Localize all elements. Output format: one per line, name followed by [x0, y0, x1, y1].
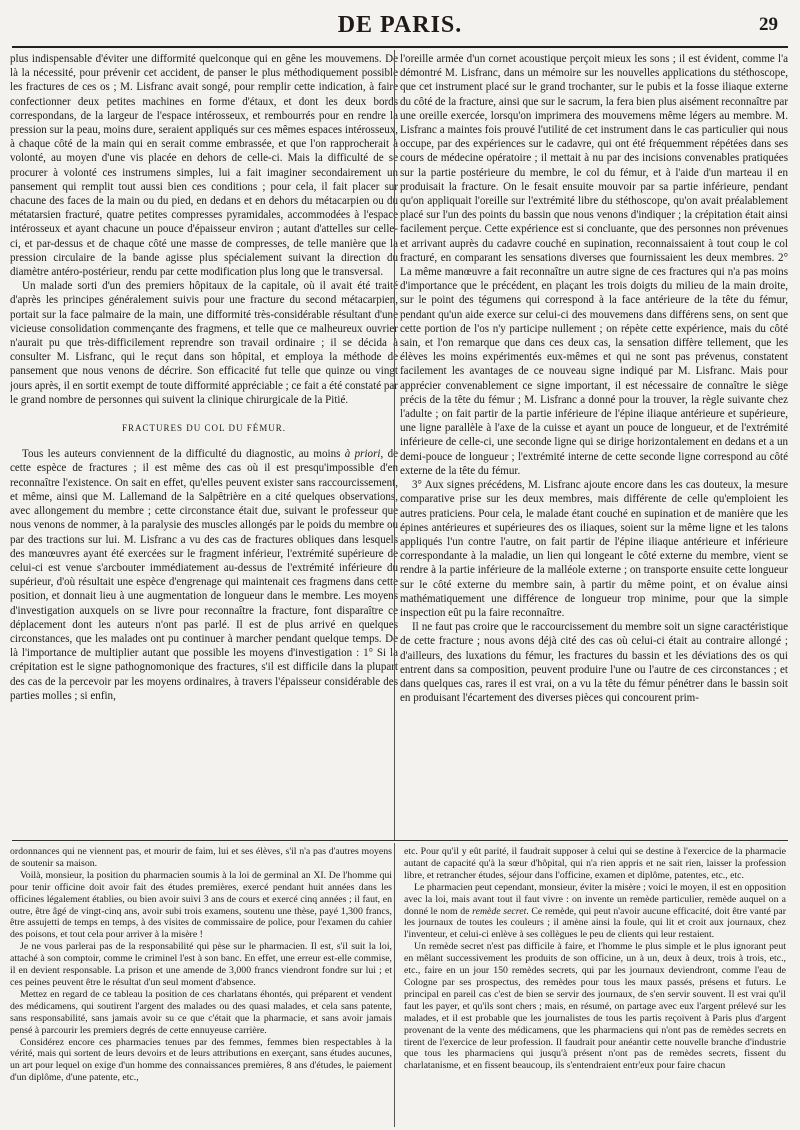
paragraph: 3° Aux signes précédens, M. Lisfranc ajoute encore dans les cas douteux, la mesure comparative prise sur les deux membres, mais différente de celle qu'emploient les autres praticiens. Pour cela, le malade étant couché en supination et de manière que les épines antérieures et supérieures des os iliaques, soient sur la même ligne et les talons appliqués l'un contre l'autre, on fait partir de l'épine iliaque antérieure et inférieure correspondante à la maladie, un lien qui longeant le côté externe du membre, vient se rendre à la partie inférieure de la malléole externe ; on transporte ensuite cette longueur sur le côté externe du membre sain, à partir du même point, et on évalue ainsi mathématiquement une différence de longueur trop minime, pour que la simple inspection eût pu la faire reconnaître. [400, 479, 788, 619]
paragraph: plus indispensable d'éviter une difformité quelconque qui en gêne les mouvemens. De là la nécessité, pour prévenir cet accident, de panser le plus méthodiquement possible les fractures de ces os ; M. Lisfranc avait songé, pour remplir cette indication, à faire confectionner deux petites machines en forme d'étaux, et dont les deux bords correspondans, de la largeur de l'espace intérosseux, et rembourrés pour en rendre la pression sur la peau, moins dure, seraient appliqués sur ces mêmes espaces intérosseux, à chaque côté de la main qui en serait comme embrassée, et que l'on rapprocherait à volonté, au moyen d'une vis placée en dehors de celle-ci. Mais la difficulté de se procurer à volonté ces instrumens simples, lui a fait imaginer secondairement un pansement qui remplit tout aussi bien ces conditions ; pour cela, il fait placer sur chacune des faces de la main ou du pied, en dedans et en dehors du métacarpien ou du métatarsien fracturé, quatre petites compresses pyramidales, accommodées à l'espace intérosseux et ayant chacune un pouce d'épaisseur environ ; autant d'attelles sur celle-ci, et par-dessus et de chaque côté une masse de compresses, de telle manière que la pression circulaire de la bande agisse plus spécialement suivant la direction du diamètre antéro-postérieur, rendu par cette modification plus long que le transversal. [10, 53, 398, 279]
paragraph: Il ne faut pas croire que le raccourcissement du membre soit un signe caractéristique de cette fracture ; nous avons déjà cité des cas où celui-ci était au contraire allongé ; d'ailleurs, des luxations du fémur, les fractures du bassin et les déviations des os qui entrent dans sa composition, peuvent produire l'une ou l'autre de ces circonstances ; et dans quelques cas, rares il est vrai, on a vu la tête du fémur pénétrer dans le bassin soit en produisant l'écartement des diverses pièces qui concourent prim- [400, 621, 788, 705]
paragraph: Considérez encore ces pharmacies tenues par des femmes, femmes bien respectables à la vérité, mais qui sortent de leurs devoirs et de leurs attributions en exerçant, sans études aucunes, un art pour lequel on exige d'un homme des connaissances premières, 8 ans d'études, le paiement d'un diplôme, d'une patente, etc., [10, 1036, 392, 1084]
text-run: . Ce remède, qui peut n'avoir aucune efficacité, doit être vanté par les journaux de toutes les couleurs ; il amène ainsi la foule, qui lit et croit aux journaux, chez l'inventeur, et celui-ci enlève à ses collègues le peu de clients qui leur restaient. [404, 905, 786, 941]
paragraph: etc. Pour qu'il y eût parité, il faudrait supposer à celui qui se destine à l'exercice de la pharmacie autant de capacité qu'à la sœur d'hôpital, qui n'a rien appris et ne sait rien, laisser la profession libre, et retrancher études, séjour dans l'officine, examen et diplôme, patentes, etc., etc. [404, 846, 786, 881]
paragraph [404, 882, 786, 942]
italic-text: remède secret [472, 905, 527, 917]
header-rule [12, 46, 788, 48]
text-run: Le pharmacien peut cependant, monsieur, éviter la misère ; voici le moyen, il est en opposition avec la loi, mais avant tout il faut vivre : on invente un remède particulier, remède auquel on a donné le nom de [404, 881, 786, 917]
main-column-left [10, 52, 398, 838]
main-column-right [400, 52, 788, 838]
feuilleton-rule [12, 840, 788, 841]
page-header [0, 10, 800, 40]
paragraph [10, 447, 398, 703]
italic-text: à priori [344, 448, 381, 461]
paragraph: Voilà, monsieur, la position du pharmacien soumis à la loi de germinal an XI. De l'homme qui pour tenir officine doit avoir fait des études premières, exercé pendant huit années dans les officines légalement établies, ou bien avoir suivi 3 ans de cours et exercé cinq années ; il faut, en outre, être âgé de vingt-cinq ans, avoir subi trois examens, soutenu une thèse, payé 1,300 francs, être assujetti de temps en temps, à des visites de commissaire de police, pour l'examen du cahier des poisons, et tout cela pour arriver à la misère ! [10, 869, 392, 941]
page-number: 29 [759, 14, 778, 35]
text-run: , de cette espèce de fractures ; il est même des cas où il est presqu'impossible d'en reconnaître l'existence. On sait en effet, qu'elles peuvent exister sans raccourcissement, et même, ainsi que M. Lallemand de la Salpêtrière en a cité quelques observations, avec allongement du membre ; cette circonstance était due, suivant le professeur que nous venons de nommer, à la paralysie des muscles allongés par le poids du membre ou par des tractions sur lui. M. Lisfranc a vu des cas de fractures obliques dans lesquels des manœuvres ayant été exercées sur le fragment inférieur, l'extrémité supérieure de celui-ci est venue s'arcbouter immédiatement au-dessus de l'extrémité inférieure du supérieur, d'où résultait une espèce d'engrenage qui maintenait ces fragmens dans cette position, et donnait lieu à une augmentation de longueur dans le membre. Les moyens d'investigation auxquels on se livre pour reconnaître la fracture, font disparaître ce déplacement dont les auteurs n'ont pas parlé. Il est de plus arrivé en quelques circonstances, que les malades ont pu continuer à marcher pendant quelque temps. De là l'importance de multiplier autant que possible les moyens d'investigation : 1° Si la crépitation est le signe pathognomonique des fractures, s'il est difficile dans la plupart des cas de la percevoir par les moyens ordinaires, à travers l'épaisseur considérable des parties molles ; si enfin, [10, 448, 398, 702]
paragraph: Mettez en regard de ce tableau la position de ces charlatans éhontés, qui préparent et vendent des médicamens, qui soutirent l'argent des malades ou des quasi malades, et cela sans patente, sans responsabilité, sans jamais avoir su ce que c'était que la pharmacie, et sans avoir jamais pensé à parcourir les premiers degrés de cette ennuyeuse carrière. [10, 988, 392, 1036]
paragraph: Je ne vous parlerai pas de la responsabilité qui pèse sur le pharmacien. Il est, s'il suit la loi, attaché à son comptoir, comme le criminel l'est à son banc. En effet, une erreur est-elle commise, il en devient responsable. La prison et une amende de 3,000 francs viendront fondre sur lui ; et ces peines peuvent être le résultat d'un seul moment d'absence. [10, 941, 392, 988]
paragraph: l'oreille armée d'un cornet acoustique perçoit mieux les sons ; il est évident, comme l'a démontré M. Lisfranc, dans un mémoire sur les nouvelles applications du stéthoscope, que cet instrument placé sur le grand trochanter, sur le pubis et la fosse iliaque externe du côté de la fracture, ainsi que sur le sacrum, la fera bien plus aisément reconnaître par une oreille exercée, lorsqu'on imprimera des mouvemens même légers au membre. M. Lisfranc a maintes fois prouvé l'utilité de cet instrument dans le cas particulier qui nous occupe, par des expériences sur le cadavre, qui ont été fréquemment répétées dans ses cours de médecine opératoire ; il mettait à nu par des incisions convenables pratiquées sur la partie postérieure du membre, le col du fémur, et à l'aide d'un marteau il en produisait la fracture. On le fesait ensuite mouvoir par sa partie inférieure, pendant qu'on appliquait l'oreille sur l'extrémité libre du stéthoscope, qu'on avait préalablement placé sur l'un des points du bassin que nous venons d'indiquer ; la crépitation était ainsi facilement perçue. Cette expérience est si concluante, que des personnes non prévenues et arrivant auprès du cadavre couché en supination, reconnaissaient à tout coup le col fracturé, en comparant les sensations diverses que fournissaient les deux membres. 2° La même manœuvre a fait reconnaître un autre signe de ces fractures qui n'a pas moins d'importance que le précédent, en plaçant les trois doigts du milieu de la main droite, sur le point des tégumens qui correspond à la face antérieure de la tête du fémur, pendant qu'un aide exerce sur celui-ci des mouvemens dans différens sens, on sent que cette portion de l'os n'y participe nullement ; on répète cette expérience, mais du côté sain, et l'on remarque que dans ces deux cas, la sensation diffère tellement, que les élèves les moins expérimentés eux-mêmes et qui ne sont pas prévenus, constatent facilement les avantages de ce nouveau signe indiqué par M. Lisfranc. Mais pour apprécier convenablement ce signe important, il est nécessaire de connaître le siège précis de la tête du fémur ; M. Lisfranc a donné pour la trouver, la règle suivante chez l'adulte ; on fait partir de la partie inférieure de l'épine iliaque antérieure et supérieure, une ligne parallèle à l'axe de la cuisse et ayant un pouce de longueur, et de l'extrémité inférieure de celle-ci, une seconde ligne qui se dirige horizontalement en dedans et a un demi-pouce de longueur ; l'extrémité interne de cette seconde ligne correspond au côté externe de la tête du fémur. [400, 53, 788, 477]
feuilleton-column-right [404, 846, 786, 1128]
text-run: Tous les auteurs conviennent de la difficulté du diagnostic, au moins [22, 448, 345, 461]
paragraph: ordonnances qui ne viennent pas, et mourir de faim, lui et ses élèves, s'il n'a pas d'autres moyens de soutenir sa maison. [10, 846, 392, 869]
paragraph: Un remède secret n'est pas difficile à faire, et l'homme le plus simple et le plus ignorant peut en mêlant successivement les produits de son officine, un à un, deux à deux, trois à trois, etc., etc., faire en un jour 150 remèdes secrets, qui par les journaux deviendront, comme l'eau de Cologne par ses prospectus, des remèdes pour tous les maux passés, présens et futurs. Le principal en pareil cas c'est de bien se servir des journaux, de s'en servir souvent. Il est vrai qu'il faut les payer, et qu'ils sont chers ; mais, en résumé, on partage avec eux l'argent prélevé sur les malades, et il est probable que les journalistes de tous les partis reçoivent à Paris plus d'argent provenant de la vente des médicamens, que les pharmaciens qui n'ont pas de remèdes secrets en tirent de l'exercice de leur profession. Il faudrait pour anéantir cette nouvelle branche d'industrie que tous les pharmaciens qui jusqu'à présent n'ont pas de remèdes secrets, fissent du charlatanisme, et en fissent beaucoup, ils s'entendraient entr'eux pour faire chacun [404, 941, 786, 1072]
running-title: DE PARIS. [337, 12, 463, 38]
column-divider [394, 50, 395, 840]
feuilleton-column-left [10, 846, 392, 1128]
section-heading: FRACTURES DU COL DU FÉMUR. [122, 423, 286, 434]
paragraph: Un malade sorti d'un des premiers hôpitaux de la capitale, où il avait été traité d'après les principes généralement suivis pour une fracture du second métacarpien, portait sur la face palmaire de la main, une difformité très-considérable résultant d'une vicieuse consolidation commençante des fragmens, et telle que ce malheureux ouvrier n'aurait pu que très-difficilement reprendre son travail ordinaire ; il se décida à consulter M. Lisfranc, qui le reçut dans son hôpital, et employa la méthode de pansement que nous venons de décrire. Son efficacité fut telle que quinze ou vingt jours après, il en sortit exempt de toute difformité appréciable ; ce fait a été constaté par le grand nombre de personnes qui suivent la clinique chirurgicale de la Pitié. [10, 280, 398, 406]
footer-column-divider [394, 843, 395, 1127]
